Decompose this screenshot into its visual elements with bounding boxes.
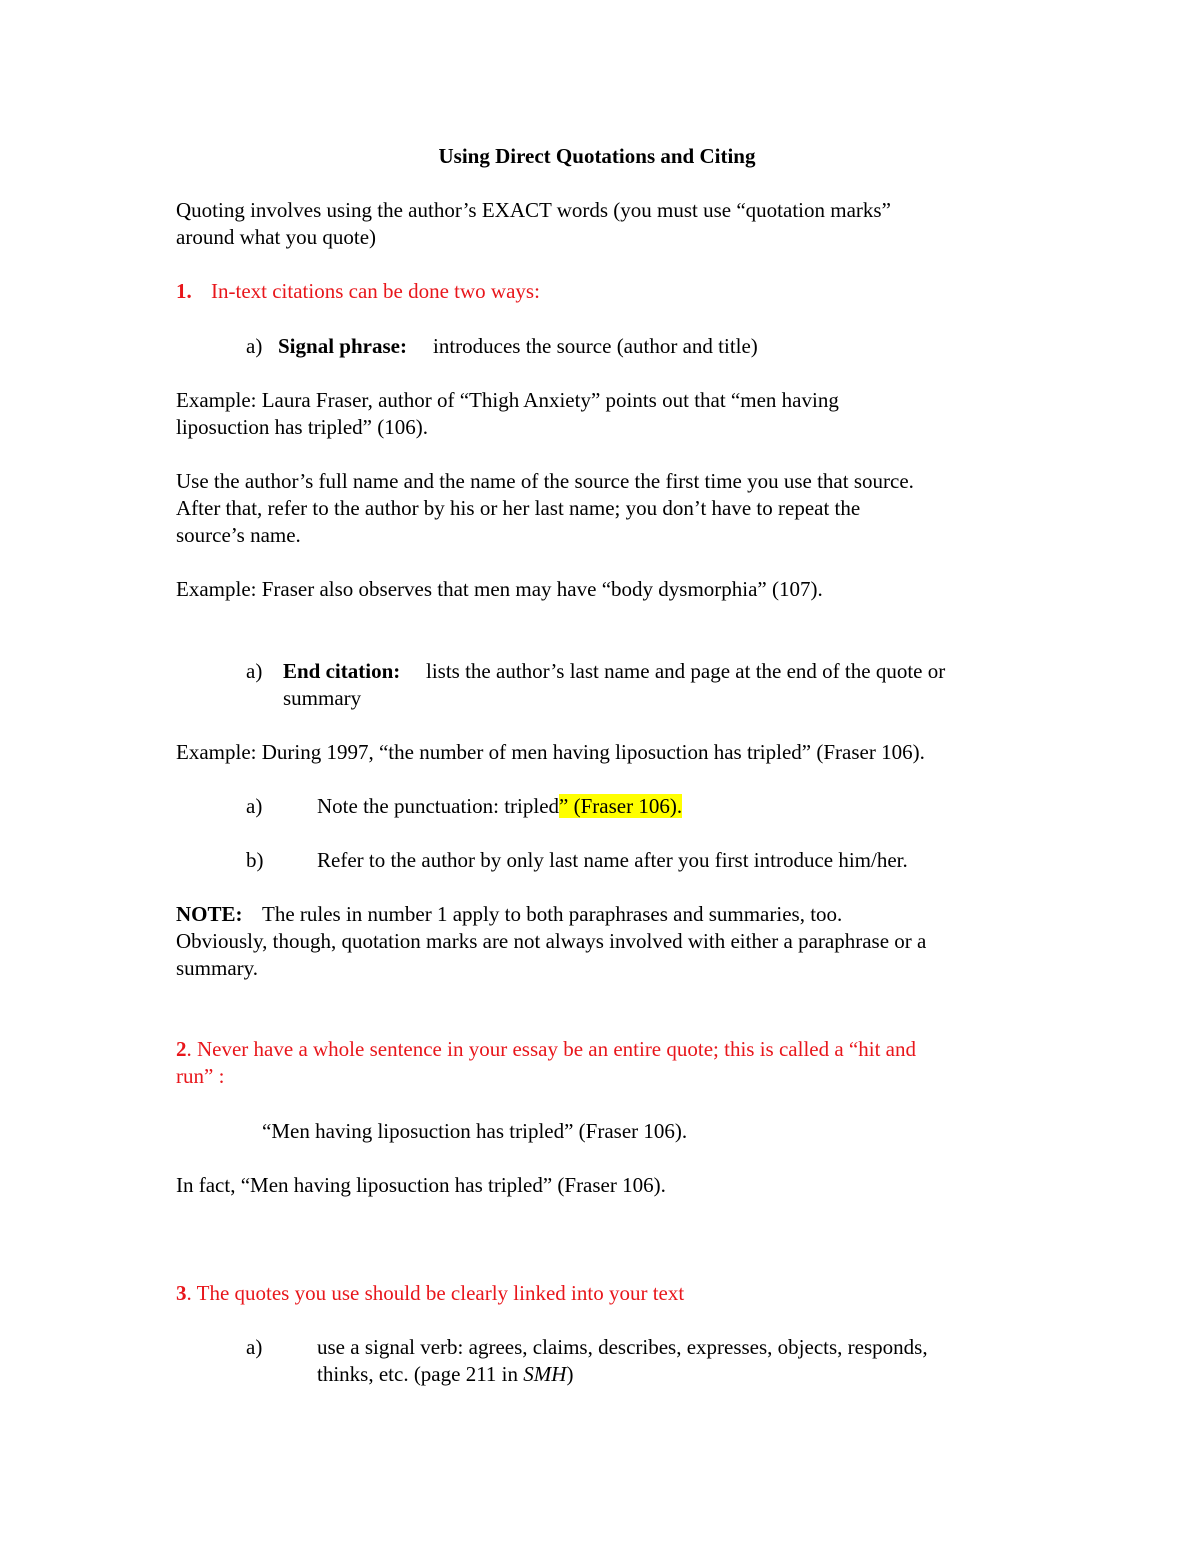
signal-verb-text-1: use a signal verb: agrees, claims, describes, expresses, objects, responds,	[317, 1335, 928, 1359]
end-citation-text-2: summary	[283, 686, 362, 710]
section-3-heading	[176, 1280, 684, 1307]
usage-line-2: After that, refer to the author by his or her last name; you don’t have to repeat the	[176, 496, 861, 520]
note-label: NOTE:	[176, 902, 243, 926]
section-2-heading-text: . Never have a whole sentence in your essay be an entire quote; this is called a “hit and	[186, 1037, 916, 1061]
end-citation-item	[246, 658, 946, 685]
section-1-heading-text: In-text citations can be done two ways:	[211, 279, 540, 303]
note-text-1: The rules in number 1 apply to both paraphrases and summaries, too.	[262, 902, 843, 926]
note-b-item	[246, 847, 908, 874]
note-a-content	[317, 793, 682, 820]
usage-line-1: Use the author’s full name and the name of the source the first time you use that source.	[176, 469, 914, 493]
section-1-number: 1.	[176, 279, 192, 303]
signal-verb-line-2	[317, 1361, 573, 1388]
section-2-heading	[176, 1036, 916, 1063]
signal-phrase-text: introduces the source (author and title)	[433, 334, 758, 358]
section-1-heading	[176, 278, 540, 305]
example-2: Example: Fraser also observes that men may have “body dysmorphia” (107).	[176, 577, 823, 601]
list-marker: a)	[246, 659, 263, 683]
hit-and-run-quote: “Men having liposuction has tripled” (Fraser 106).	[262, 1119, 688, 1143]
in-fact-example: In fact, “Men having liposuction has tripled” (Fraser 106).	[176, 1173, 666, 1197]
section-3-number: 3	[176, 1281, 187, 1305]
intro-line-1: Quoting involves using the author’s EXACT words (you must use “quotation marks”	[176, 198, 891, 222]
section-3-heading-text: . The quotes you use should be clearly linked into your text	[186, 1281, 685, 1305]
section-2-heading-line-2: run” :	[176, 1064, 225, 1088]
example-1-line-2: liposuction has tripled” (106).	[176, 415, 428, 439]
example-3: Example: During 1997, “the number of men having liposuction has tripled” (Fraser 106).	[176, 740, 925, 764]
note-line-1	[176, 901, 843, 928]
end-citation-text: lists the author’s last name and page at the end of the quote or	[426, 659, 946, 683]
example-1-line-1: Example: Laura Fraser, author of “Thigh Anxiety” points out that “men having	[176, 388, 839, 412]
signal-verb-text-2: thinks, etc. (page 211 in	[317, 1362, 524, 1386]
list-marker: b)	[246, 848, 264, 872]
list-marker: a)	[246, 1335, 263, 1359]
signal-verb-item	[246, 1334, 928, 1361]
list-marker: a)	[246, 334, 263, 358]
end-citation-label: End citation:	[283, 659, 401, 683]
closing-paren: )	[566, 1362, 574, 1386]
note-line-3: summary.	[176, 956, 259, 980]
note-line-2: Obviously, though, quotation marks are not always involved with either a paraphrase or a	[176, 929, 927, 953]
note-b-text: Refer to the author by only last name after you first introduce him/her.	[317, 848, 908, 872]
intro-line-2: around what you quote)	[176, 225, 377, 249]
note-a-item	[246, 793, 683, 820]
usage-line-3: source’s name.	[176, 523, 301, 547]
signal-phrase-label: Signal phrase:	[278, 334, 407, 358]
note-a-text: Note the punctuation: tripled	[317, 794, 560, 818]
list-marker: a)	[246, 794, 263, 818]
page-title: Using Direct Quotations and Citing	[438, 144, 756, 168]
section-2-number: 2	[176, 1037, 187, 1061]
book-abbreviation: SMH	[523, 1362, 567, 1386]
signal-phrase-item	[246, 333, 758, 360]
highlighted-citation: ” (Fraser 106).	[559, 794, 683, 818]
